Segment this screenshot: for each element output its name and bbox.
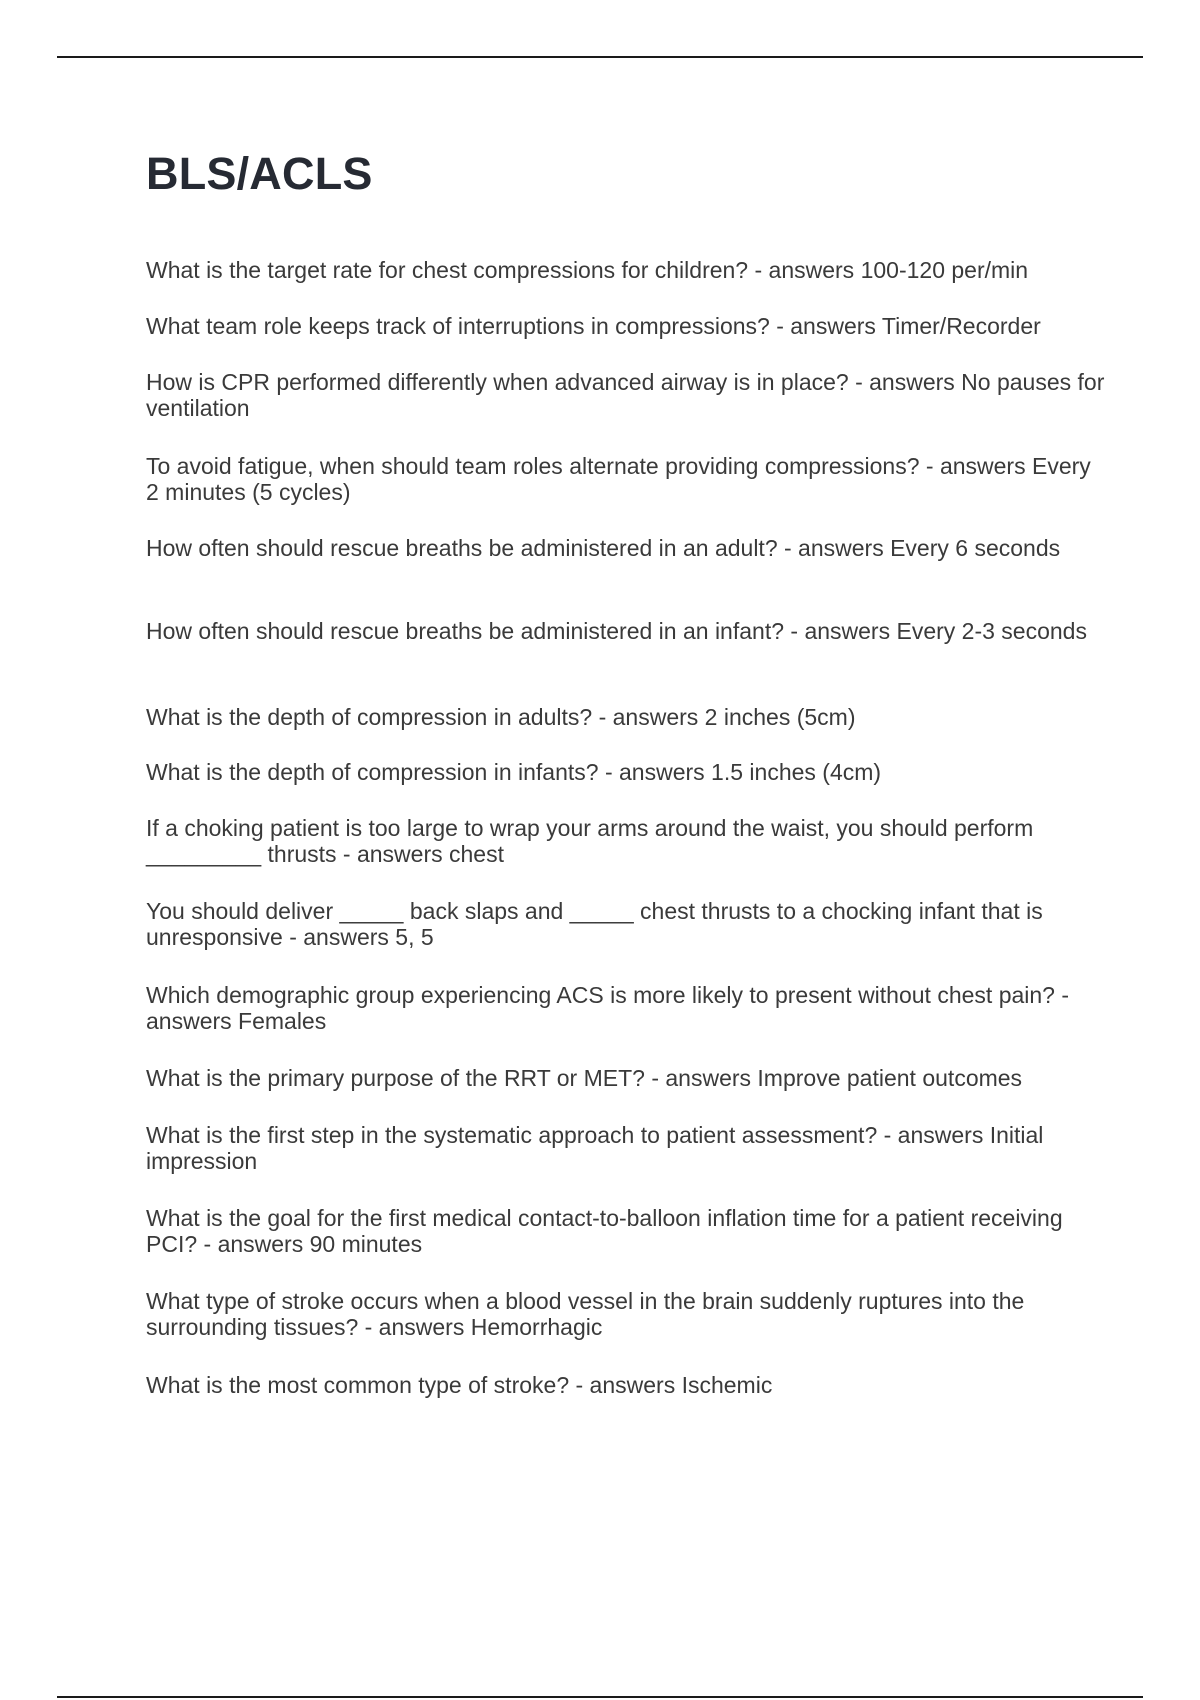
qa-item-10: You should deliver _____ back slaps and _____ chest thrusts to a chocking infant that is unresponsive - answers 5, 5 — [146, 898, 1043, 950]
document-body — [146, 146, 1106, 202]
qa-item-3: How is CPR performed differently when advanced airway is in place? - answers No pauses for ventilation — [146, 369, 1105, 421]
qa-item-9: If a choking patient is too large to wrap your arms around the waist, you should perform _________ thrusts - answers chest — [146, 815, 1034, 867]
qa-item-6: How often should rescue breaths be administered in an infant? - answers Every 2-3 seconds — [146, 618, 1087, 644]
qa-item-12: What is the primary purpose of the RRT or MET? - answers Improve patient outcomes — [146, 1065, 1023, 1091]
bottom-divider — [57, 1696, 1143, 1698]
qa-item-11: Which demographic group experiencing ACS is more likely to present without chest pain? - answers Females — [146, 982, 1070, 1034]
qa-item-1: What is the target rate for chest compressions for children? - answers 100-120 per/min — [146, 257, 1029, 283]
qa-item-13: What is the first step in the systematic approach to patient assessment? - answers Initial impression — [146, 1122, 1044, 1174]
qa-item-8: What is the depth of compression in infants? - answers 1.5 inches (4cm) — [146, 759, 882, 785]
qa-item-14: What is the goal for the first medical contact-to-balloon inflation time for a patient receiving PCI? - answers 90 minutes — [146, 1205, 1063, 1257]
qa-item-4: To avoid fatigue, when should team roles alternate providing compressions? - answers Every 2 minutes (5 cycles) — [146, 453, 1091, 505]
document-title: BLS/ACLS — [146, 148, 373, 199]
qa-item-7: What is the depth of compression in adults? - answers 2 inches (5cm) — [146, 704, 856, 730]
qa-item-5: How often should rescue breaths be administered in an adult? - answers Every 6 seconds — [146, 535, 1061, 561]
top-divider — [57, 56, 1143, 58]
qa-item-16: What is the most common type of stroke? - answers Ischemic — [146, 1372, 773, 1398]
qa-item-2: What team role keeps track of interruptions in compressions? - answers Timer/Recorder — [146, 313, 1041, 339]
qa-item-15: What type of stroke occurs when a blood vessel in the brain suddenly ruptures into the surrounding tissues? - answers Hemorrhagic — [146, 1288, 1025, 1340]
